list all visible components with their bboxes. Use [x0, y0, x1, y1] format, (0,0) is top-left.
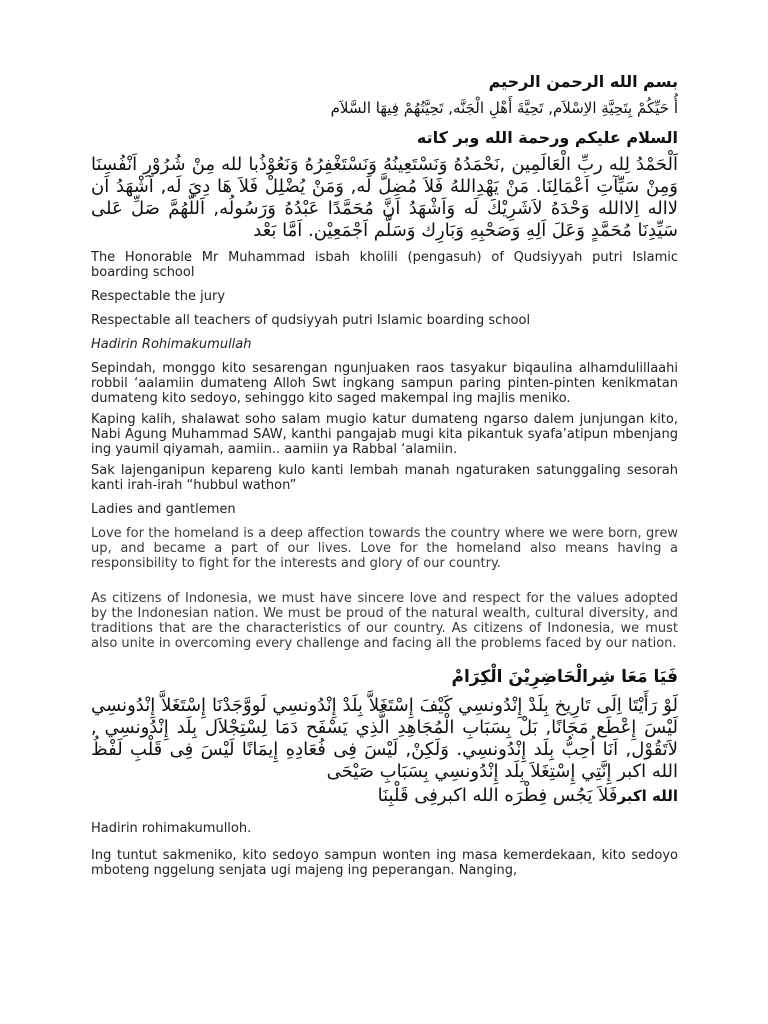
hadirin-heading: Hadirin Rohimakumullah — [91, 337, 252, 352]
arabic-heading-hadirin: فَيَا مَعَا شِرالْحَاضِرِيْنَ الْكِرَامْ — [451, 667, 678, 687]
arabic-closing-line — [91, 785, 678, 807]
paragraph-sak-lajenganipun: Sak lajenganipun kepareng kulo kanti lembah manah ngaturaken satunggaling sesorah kanti irah-irah “hubbul wathon” — [91, 463, 678, 493]
hamdalah-paragraph: اَلْحَمْدُ لِله ربِّ الْعَالَمِين ,نَحْمَدُهُ وَنَسْتَعِينُهُ وَنَسْتَغْفِرُهُ وَنَعُوْذُبا لله مِنْ شُرُوْرِ اَنْفُسِنَا وَمِنْ سَيِّآتِ اَعْمَالِنَا. مَنْ يَهْدِاللهُ فَلاَ مُضِلَّ لَه, وَمَنْ يُضْلِلْ فَلاَ هَا دِيَ لَه, اَشْهَدُ اَن لااله اِلاالله وَحْدَهُ لاَشَرِيْكَ لَه وَاَشْهَدُ اَنَّ مُحَمَّدًا عَبْدُهُ وَرَسُولُه, اَللّهُمَّ صَلِّ عَلى سَيِّدِنَا مُحَمَّدٍ وَعَلَ اَلِهِ وَصَحْبِهِ وَبَارِك وَسَلَّم اَجْمَعِيْن. اَمَّا بَعْد — [91, 154, 678, 241]
document-content — [91, 70, 678, 884]
address-honorable: The Honorable Mr Muhammad isbah kholili (pengasuh) of Qudsiyyah putri Islamic boarding school — [91, 250, 678, 280]
paragraph-sepindah: Sepindah, monggo kito sesarengan ngunjuaken raos tasyakur biqaulina alhamdulillaahi robbil ‘aalamiin dumateng Alloh Swt ingkang sampun paring pinten-pinten kenikmatan dumateng kito sedoyo, sehinggo kito saged makempal ing majlis meniko. — [91, 361, 678, 406]
address-jury: Respectable the jury — [91, 289, 226, 304]
takbir-rest: فَلاَ يَجُس فِطْرَه الله اكبرفِى قَلْبِنَا — [377, 785, 618, 806]
paragraph-kaping-kalih: Kaping kalih, shalawat soho salam mugio katur dumateng ngarso dalem junjungan kito, Nabi Agung Muhammad SAW, kanthi pangajab mugi kita pikantuk syafa’atipun mbenjang ing yaumil qiyamah, aamiin.. aamiin ya Rabbal ‘alamiin. — [91, 412, 678, 457]
hadirin-closing-heading: Hadirin rohimakumulloh. — [91, 821, 252, 836]
paragraph-ing-tuntut: Ing tuntut sakmeniko, kito sedoyo sampun wonten ing masa kemerdekaan, kito sedoyo mboteng nggelung senjata ugi majeng ing peperangan. Nanging, — [91, 848, 678, 878]
takbir-bold: الله اكبر — [617, 787, 678, 805]
paragraph-citizens: As citizens of Indonesia, we must have sincere love and respect for the values adopted by the Indonesian nation. We must be proud of the natural wealth, cultural diversity, and traditions that are the characteristics of our country. As citizens of Indonesia, we must also unite in overcoming every challenge and facing all the problems faced by our nation. — [91, 591, 678, 651]
ladies-heading: Ladies and gantlemen — [91, 502, 236, 517]
paragraph-love-homeland: Love for the homeland is a deep affection towards the country where we were born, grew up, and became a part of our lives. Love for the homeland also means having a responsibility to fight for the interests and glory of our country. — [91, 526, 678, 571]
salam-heading: السلام عليكم ورحمة الله وبر كاته — [416, 128, 678, 147]
arabic-paragraph-indonesia: لَوْ رَأَيْتَا اِلَى تَارِيخ بِلَدْ إِنْدُونسِي كَيْفَ إِسْتَغَلاَّ بِلَدْ إِنْدُونسِي لَووَّجَدْنَا إِسْتَغَلاَّ إِنْدُونسِي لَيْسَ إِعْطَع مَجَانًا, بَلْ بِسَبَابِ الْمُجَاهِدِ الَّذِي يَسْفَح دَمَا لِسْتِجْلاَل بِلَد إِنْدُونسِي , لاَتَقُوْل, اَنَا اُحِبُّ بِلَد إِنْدُونسِي. وَلَكِنْ, لَيْسَ فِى فُعَادِهِ إِيمَانًا لَيْسَ فِى قَلْبِ لَفْظُ الله اكبر إِنَّتِي إِسْتِغَلاَ بِلَد إِنْدُونسِي بِسَبَابِ صَيْحَى — [91, 695, 678, 782]
arabic-greeting: أُ حَيِّكُمْ بِتَحِيَّةِ الاِسْلاَم, تَحِيَّةَ أَهْلِ الْجَنَّه, تَحِيَّتُهُمْ فِيهَا السَّلاَم — [330, 99, 678, 117]
basmala: بسم الله الرحمن الرحيم — [488, 72, 678, 91]
address-teachers: Respectable all teachers of qudsiyyah putri Islamic boarding school — [91, 313, 531, 328]
